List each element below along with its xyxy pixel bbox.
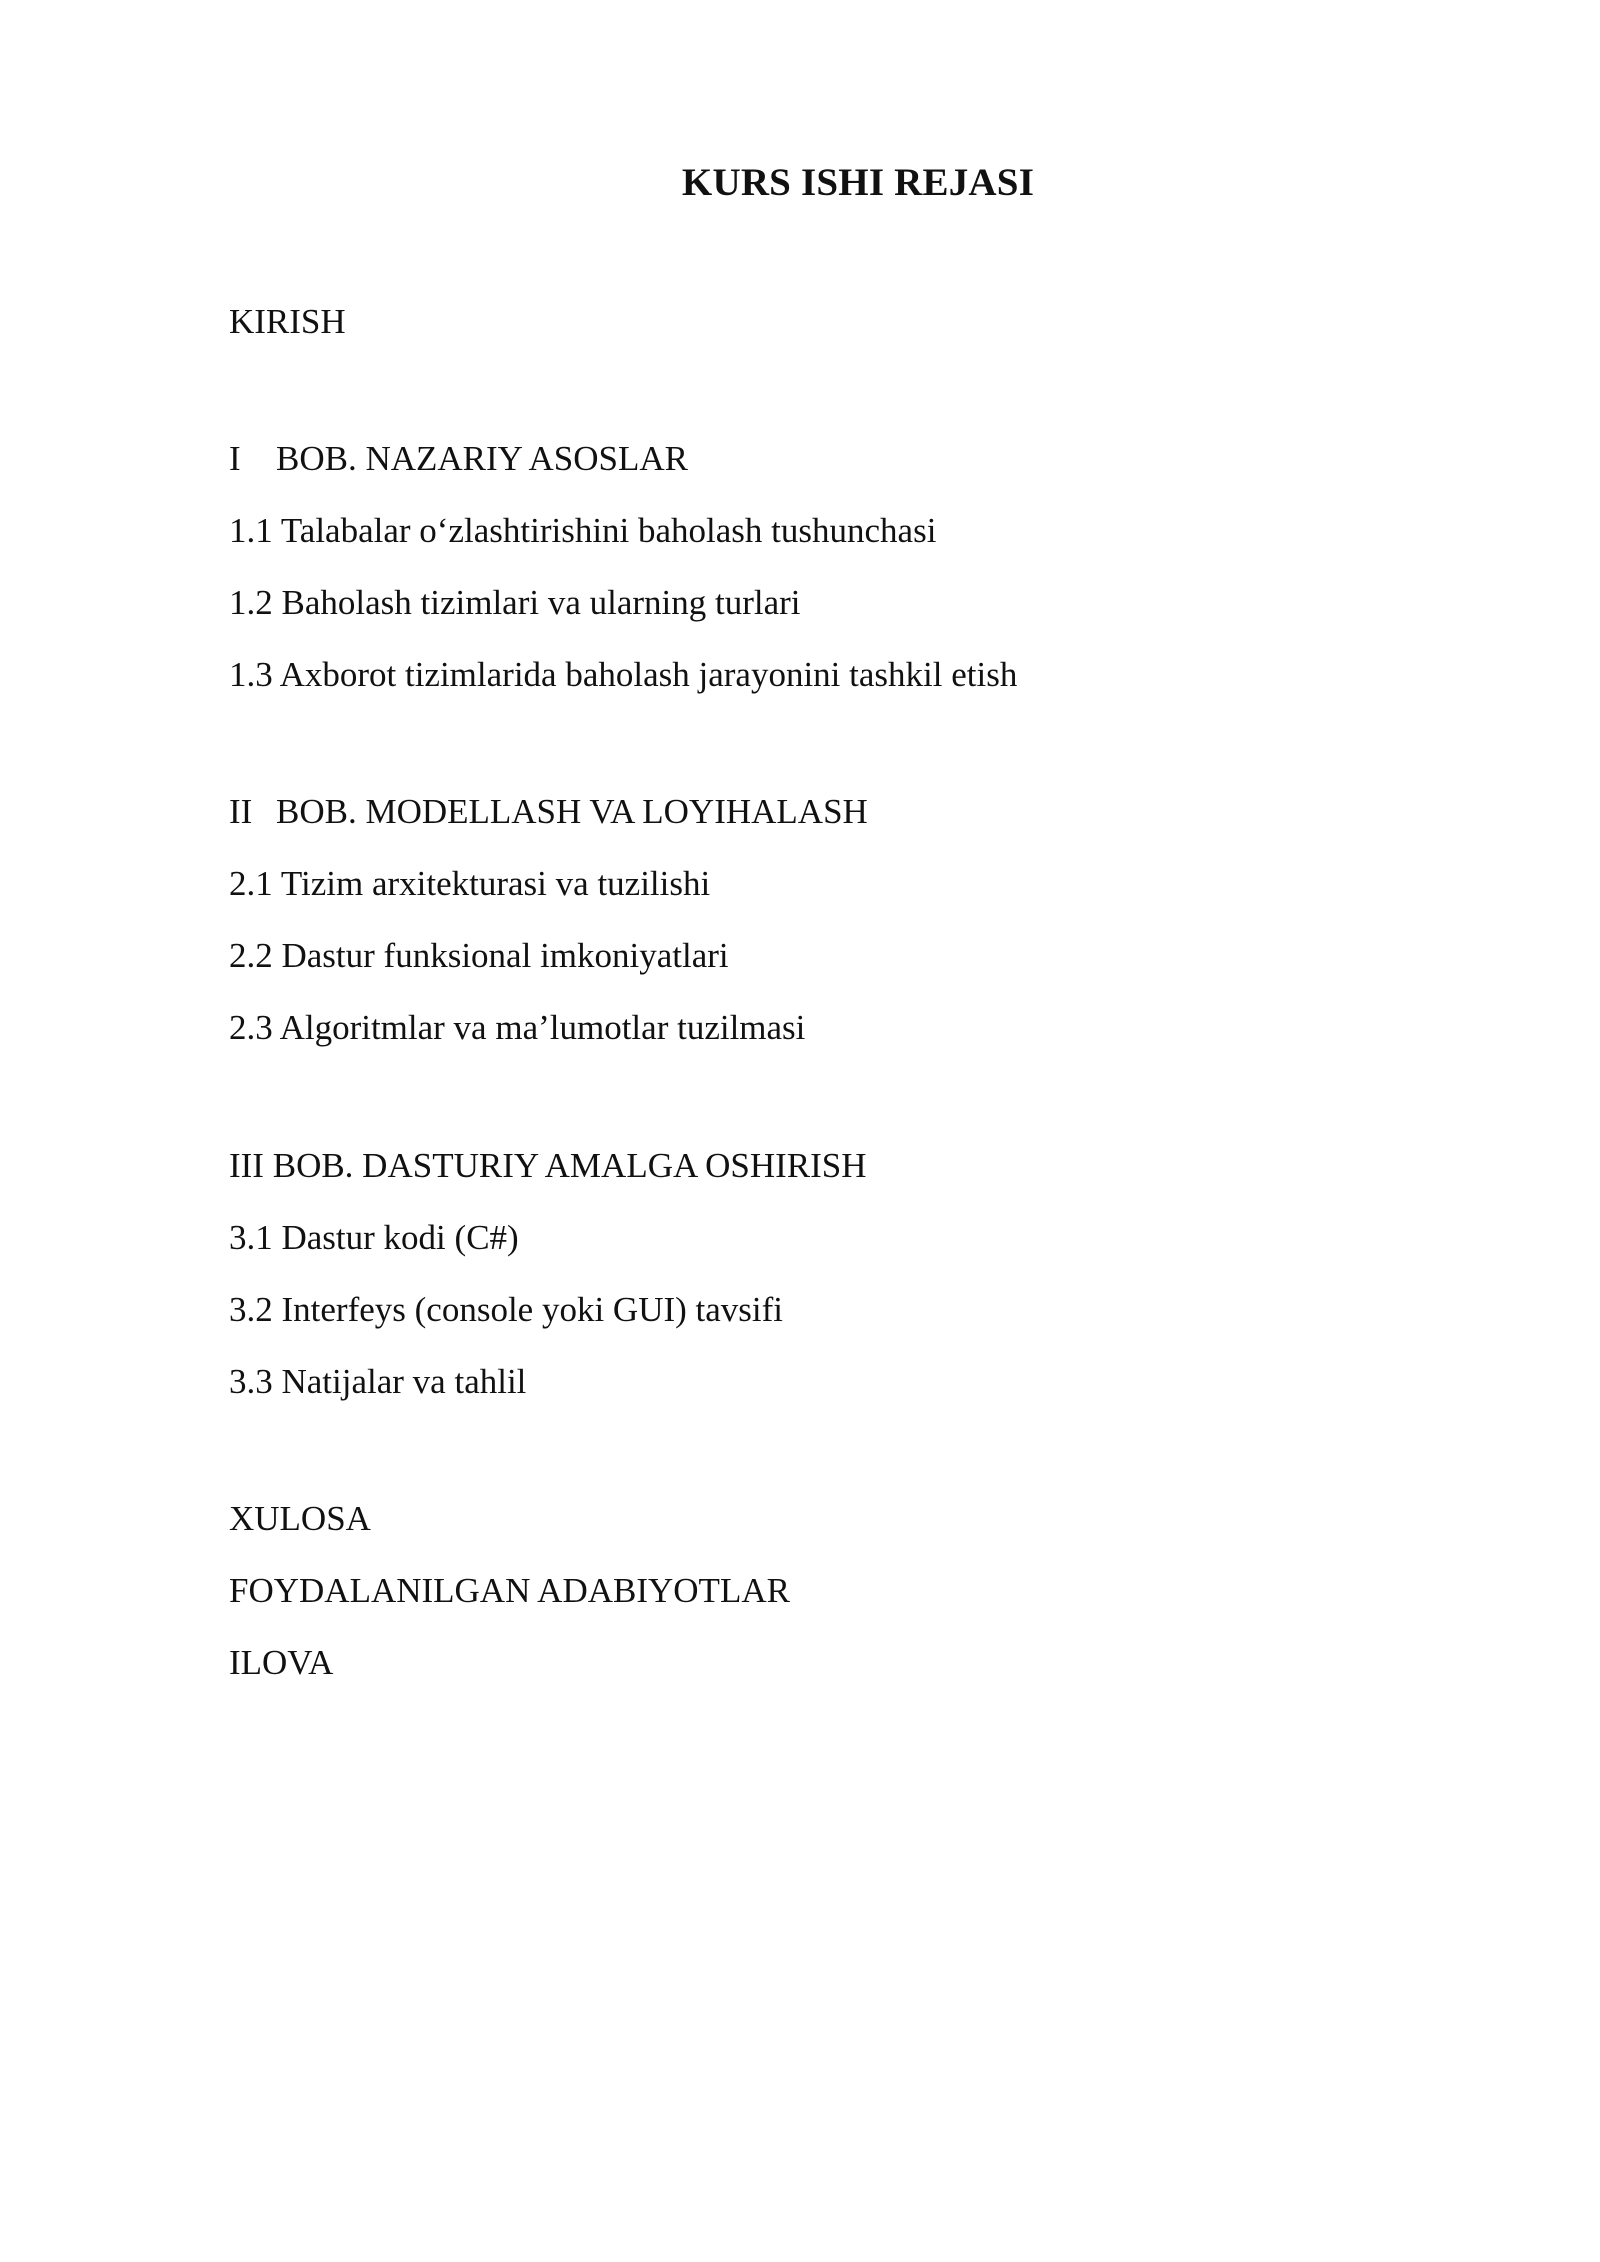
- section-1-3: 1.3 Axborot tizimlarida baholash jarayonini tashkil etish: [229, 655, 1018, 694]
- section-2-3: 2.3 Algoritmlar va ma’lumotlar tuzilmasi: [229, 1008, 806, 1047]
- chapter-2-title: BOB. MODELLASH VA LOYIHALASH: [276, 792, 868, 831]
- section-3-2: 3.2 Interfeys (console yoki GUI) tavsifi: [229, 1290, 784, 1329]
- chapter-1-heading: [229, 437, 688, 481]
- chapter-1-title: BOB. NAZARIY ASOSLAR: [276, 439, 688, 478]
- chapter-2-heading: [229, 790, 868, 834]
- chapter-3-number: III: [229, 1146, 264, 1185]
- section-3-3: 3.3 Natijalar va tahlil: [229, 1362, 527, 1401]
- chapter-3-title: BOB. DASTURIY AMALGA OSHIRISH: [272, 1146, 867, 1185]
- section-2-1: 2.1 Tizim arxitekturasi va tuzilishi: [229, 864, 711, 903]
- toc-conclusion: XULOSA: [229, 1499, 371, 1538]
- toc-references: FOYDALANILGAN ADABIYOTLAR: [229, 1571, 790, 1610]
- section-1-2: 1.2 Baholash tizimlari va ularning turlari: [229, 583, 801, 622]
- document-title: KURS ISHI REJASI: [681, 161, 1035, 204]
- section-2-2: 2.2 Dastur funksional imkoniyatlari: [229, 936, 729, 975]
- chapter-3-heading: [229, 1144, 867, 1188]
- chapter-2-number: II: [229, 792, 253, 831]
- section-3-1: 3.1 Dastur kodi (C#): [229, 1218, 519, 1257]
- chapter-1-number: I: [229, 439, 241, 478]
- section-1-1: 1.1 Talabalar o‘zlashtirishini baholash tushunchasi: [229, 511, 937, 550]
- toc-appendix: ILOVA: [229, 1643, 334, 1682]
- toc-intro: KIRISH: [229, 302, 346, 341]
